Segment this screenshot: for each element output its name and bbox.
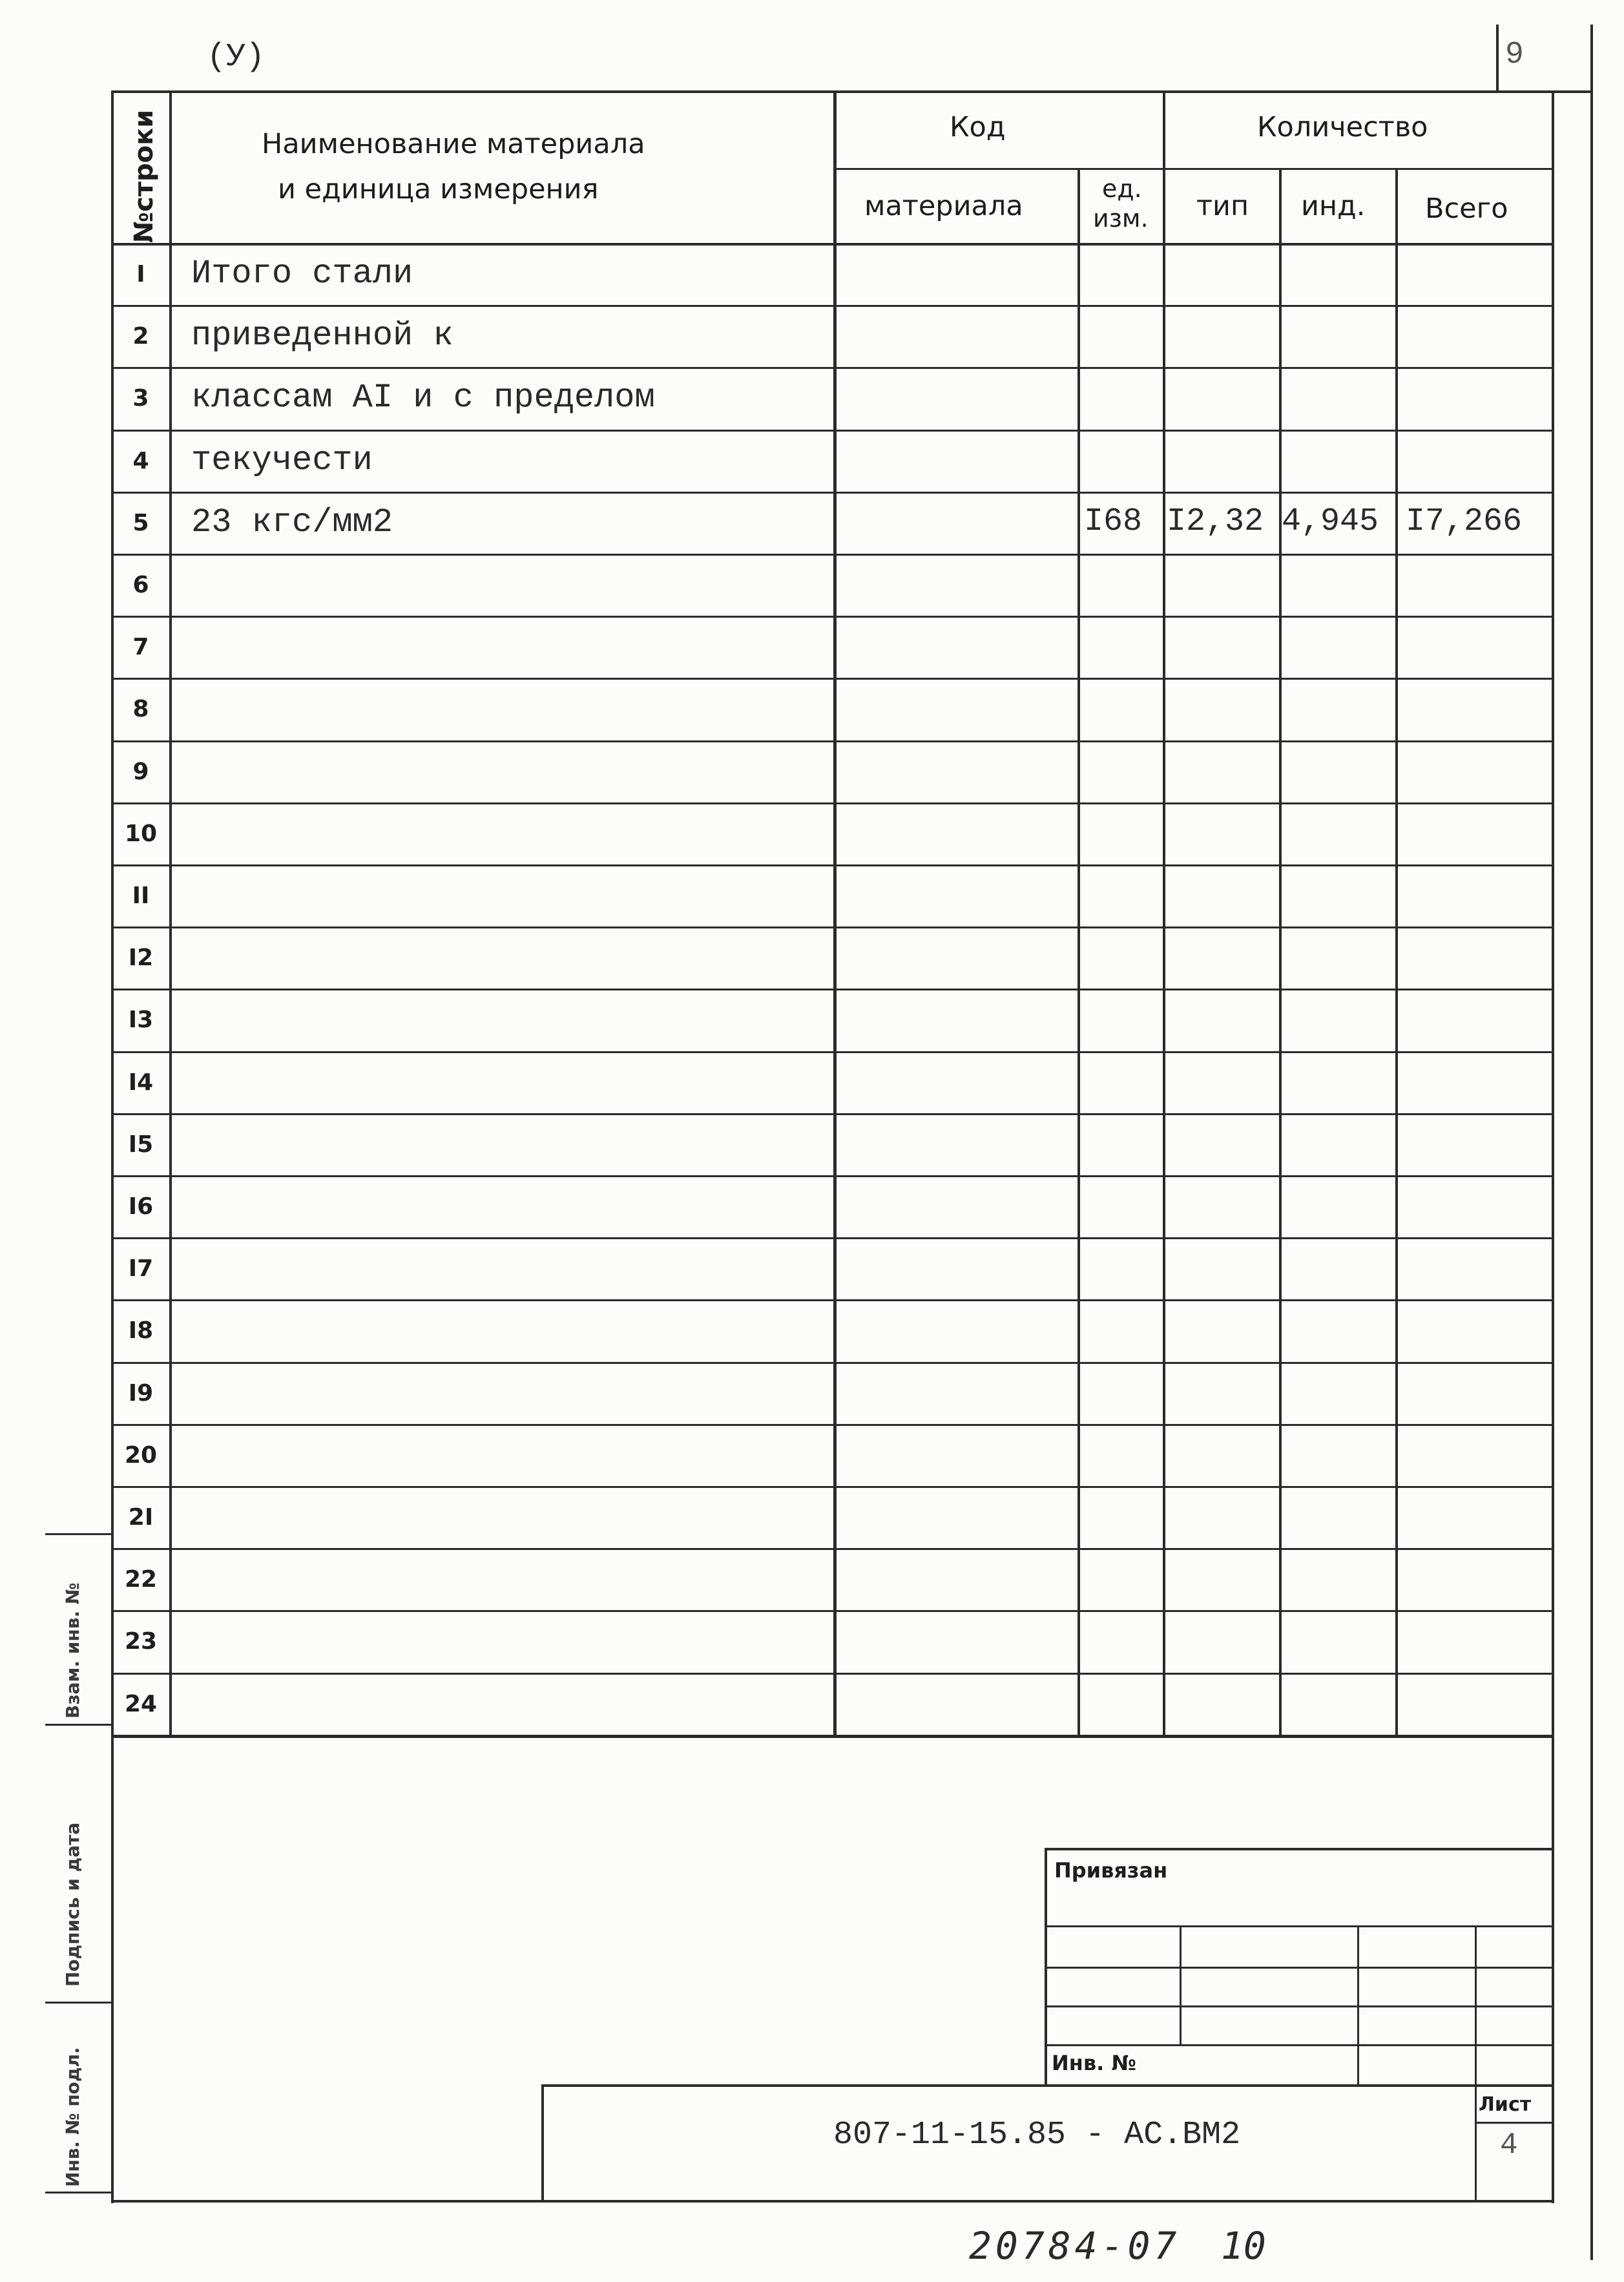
row-ind: 4,945 bbox=[1282, 503, 1379, 540]
row-name: текучести bbox=[191, 441, 373, 479]
row-number: 5 bbox=[132, 509, 149, 536]
sheet-value: 4 bbox=[1500, 2128, 1518, 2162]
row-number: I9 bbox=[128, 1379, 154, 1407]
document-designation: 807-11-15.85 - АС.ВМ2 bbox=[833, 2117, 1241, 2153]
col-divider-name bbox=[833, 90, 837, 1735]
row-name: Итого стали bbox=[191, 255, 413, 293]
row-name: классам AI и с пределом bbox=[191, 379, 655, 417]
row-line bbox=[111, 989, 1552, 990]
row-number: II bbox=[132, 883, 150, 909]
row-line bbox=[111, 1424, 1552, 1426]
row-line bbox=[111, 678, 1552, 680]
stamp-vline-1 bbox=[1180, 1925, 1182, 2046]
row-type: I2,32 bbox=[1167, 503, 1264, 540]
sheet-number: 9 bbox=[1505, 37, 1524, 72]
row-line bbox=[111, 1051, 1552, 1053]
row-line bbox=[111, 740, 1552, 742]
row-line bbox=[111, 367, 1552, 369]
col-divider-material bbox=[1077, 168, 1080, 1735]
variant-label: (У) bbox=[207, 39, 265, 76]
binding-strip-top bbox=[45, 1533, 112, 1535]
archive-number-suffix: 10 bbox=[1221, 2224, 1266, 2268]
header-material: материала bbox=[864, 190, 1023, 222]
header-type: тип bbox=[1196, 190, 1249, 222]
row-number: I7 bbox=[128, 1255, 154, 1282]
row-line bbox=[111, 1362, 1552, 1364]
row-number: I3 bbox=[128, 1007, 154, 1034]
row-number: I bbox=[136, 261, 145, 288]
row-line bbox=[111, 1299, 1552, 1301]
row-number: I4 bbox=[128, 1069, 154, 1096]
frame-top-tick bbox=[1496, 25, 1499, 92]
header-code: Код bbox=[950, 111, 1006, 143]
row-number: 6 bbox=[132, 572, 149, 598]
row-line bbox=[111, 1175, 1552, 1177]
row-number: 24 bbox=[124, 1690, 158, 1717]
binding-strip-mid2 bbox=[45, 2002, 112, 2004]
row-number: 20 bbox=[124, 1441, 158, 1469]
sheet-label: Лист bbox=[1479, 2093, 1532, 2116]
designation-frame-top bbox=[541, 2084, 1552, 2087]
col-divider-unit bbox=[1163, 90, 1165, 1735]
row-number: 2I bbox=[128, 1504, 154, 1531]
row-line bbox=[111, 554, 1552, 556]
side-label-replace-inv: Взам. инв. № bbox=[62, 1582, 83, 1719]
header-bottom-line bbox=[111, 243, 1552, 246]
col-divider-row-no bbox=[169, 90, 172, 1735]
row-line bbox=[111, 492, 1552, 494]
designation-frame-left bbox=[541, 2084, 544, 2202]
stamp-vline-3 bbox=[1475, 1925, 1477, 2087]
row-line bbox=[111, 1673, 1552, 1675]
sheet-cell-line bbox=[1475, 2122, 1554, 2124]
row-name: приведенной к bbox=[191, 317, 453, 355]
col-divider-type bbox=[1279, 168, 1282, 1735]
row-number: 10 bbox=[124, 820, 158, 847]
row-line bbox=[111, 1486, 1552, 1488]
col-divider-ind bbox=[1395, 168, 1398, 1735]
row-number: I2 bbox=[128, 945, 154, 972]
header-quantity: Количество bbox=[1257, 111, 1428, 143]
row-number: I5 bbox=[128, 1131, 154, 1158]
header-total: Всего bbox=[1425, 193, 1508, 225]
side-label-sign-date: Подпись и дата bbox=[62, 1822, 83, 1987]
row-line bbox=[111, 926, 1552, 928]
row-number: 4 bbox=[132, 447, 149, 474]
row-number: 23 bbox=[124, 1628, 158, 1655]
row-line bbox=[111, 1113, 1552, 1115]
row-line bbox=[111, 1610, 1552, 1612]
archive-number: 20784-07 bbox=[969, 2224, 1181, 2268]
frame-top-line bbox=[111, 90, 1590, 93]
row-name: 23 кгс/мм2 bbox=[191, 503, 393, 541]
stamp-inv-label: Инв. № bbox=[1052, 2051, 1136, 2075]
row-number: 3 bbox=[132, 385, 149, 412]
header-name-line2: и единица измерения bbox=[278, 173, 599, 205]
row-number: I6 bbox=[128, 1193, 154, 1220]
side-label-inv-orig: Инв. № подл. bbox=[62, 2047, 83, 2187]
header-unit-2: изм. bbox=[1093, 204, 1149, 233]
binding-strip-bottom bbox=[45, 2192, 112, 2193]
frame-bottom-line bbox=[111, 2200, 1554, 2203]
row-unit: I68 bbox=[1084, 503, 1143, 540]
header-name-line1: Наименование материала bbox=[262, 128, 645, 160]
row-number: I8 bbox=[128, 1317, 154, 1345]
row-number: 22 bbox=[124, 1566, 158, 1593]
header-unit-1: ед. bbox=[1102, 174, 1142, 203]
stamp-vline-2 bbox=[1357, 1925, 1359, 2087]
header-ind: инд. bbox=[1301, 190, 1366, 222]
row-total: I7,266 bbox=[1406, 503, 1523, 540]
row-line bbox=[111, 430, 1552, 432]
row-number: 2 bbox=[132, 323, 149, 350]
row-line bbox=[111, 305, 1552, 307]
stamp-frame-top bbox=[1045, 1848, 1552, 1850]
sheet-cell-divider bbox=[1475, 2084, 1477, 2202]
row-line bbox=[111, 1548, 1552, 1550]
row-line bbox=[111, 864, 1552, 866]
row-line bbox=[111, 1735, 1552, 1738]
row-line bbox=[111, 802, 1552, 804]
row-number: 8 bbox=[132, 696, 149, 723]
row-line bbox=[111, 616, 1552, 618]
frame-right-outer bbox=[1590, 25, 1593, 2260]
binding-strip-mid1 bbox=[45, 1724, 112, 1726]
header-row-no: №строки bbox=[129, 109, 159, 243]
row-number: 9 bbox=[132, 758, 149, 785]
row-number: 7 bbox=[132, 634, 149, 661]
header-mid-line bbox=[833, 168, 1552, 170]
stamp-bound-label: Привязан bbox=[1054, 1858, 1168, 1883]
row-line bbox=[111, 1237, 1552, 1239]
frame-right-inner bbox=[1552, 90, 1554, 2203]
